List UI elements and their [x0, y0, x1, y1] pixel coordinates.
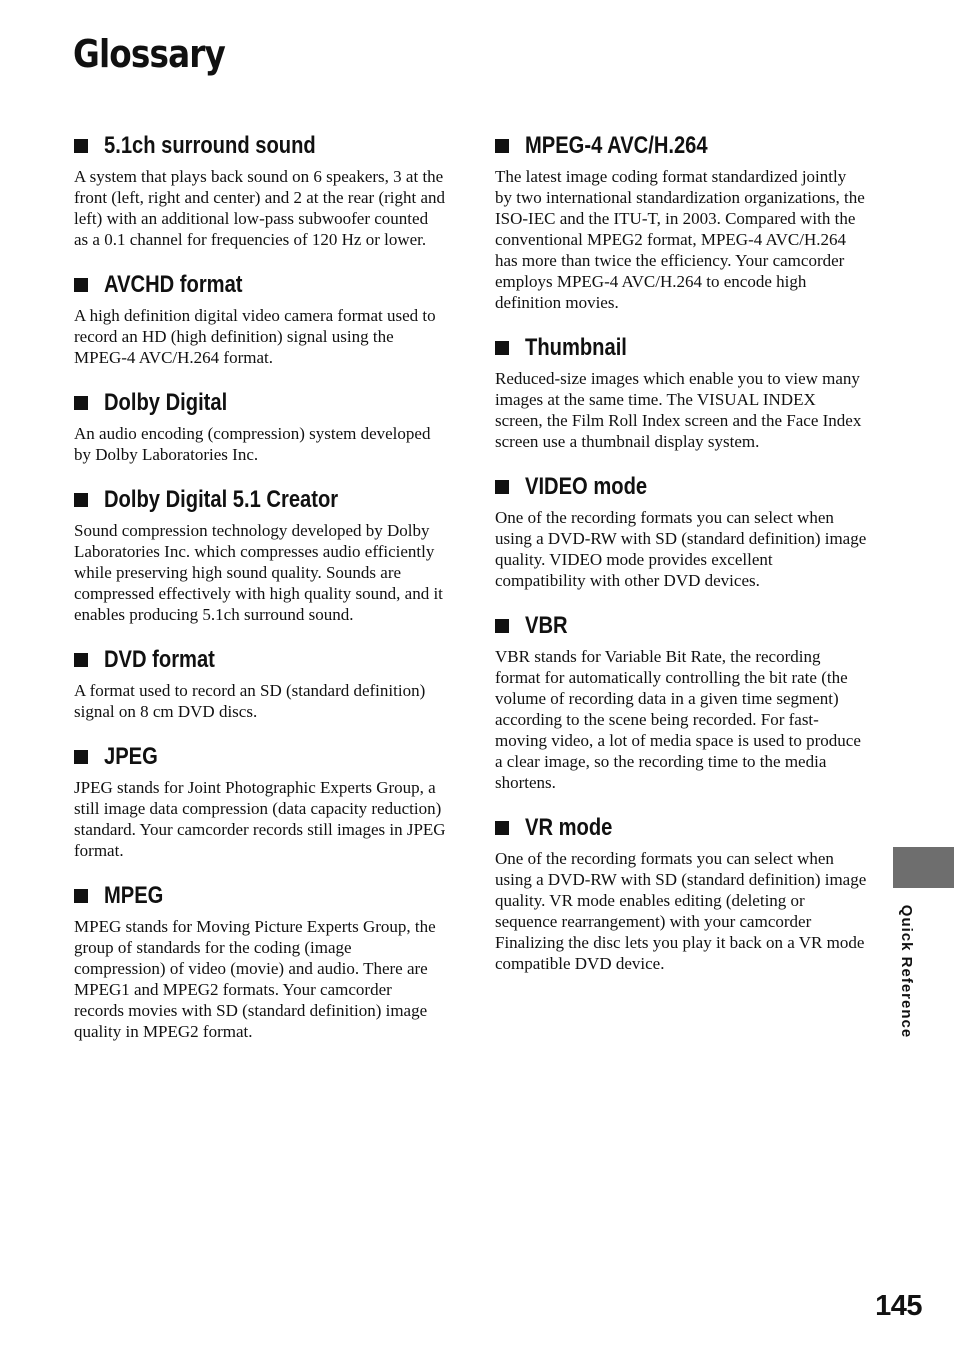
glossary-term-heading [74, 645, 446, 675]
glossary-term-heading [74, 131, 446, 161]
glossary-term: MPEG [104, 882, 164, 909]
glossary-definition: One of the recording formats you can select when using a DVD-RW with SD (standard definition) image quality. VIDEO mode provides excellent compatibility with other DVD devices. [495, 508, 867, 590]
page-title: Glossary [73, 32, 225, 76]
glossary-term: JPEG [104, 743, 158, 770]
square-bullet-icon [495, 619, 509, 633]
glossary-entry [74, 131, 446, 250]
glossary-term: Thumbnail [525, 334, 627, 361]
glossary-term-heading [495, 131, 867, 161]
glossary-entry [74, 742, 446, 861]
glossary-column-right [495, 131, 867, 974]
glossary-column-left [74, 131, 446, 1042]
glossary-term: VBR [525, 612, 568, 639]
glossary-term-heading [74, 881, 446, 911]
square-bullet-icon [495, 821, 509, 835]
glossary-entry [495, 813, 867, 974]
glossary-term-heading [74, 270, 446, 300]
glossary-entry [495, 472, 867, 591]
glossary-term: 5.1ch surround sound [104, 132, 316, 159]
glossary-definition: A system that plays back sound on 6 speakers, 3 at the front (left, right and center) and 2 at the rear (right and left) with an additional low-pass subwoofer counted as a 0.1 channel for frequencies of 120 Hz or lower. [74, 167, 446, 249]
page-number: 145 [875, 1290, 922, 1322]
glossary-entry [74, 388, 446, 465]
glossary-entry [495, 333, 867, 452]
square-bullet-icon [74, 653, 88, 667]
glossary-term-heading [495, 472, 867, 502]
square-bullet-icon [74, 278, 88, 292]
glossary-term: VIDEO mode [525, 473, 648, 500]
square-bullet-icon [74, 889, 88, 903]
square-bullet-icon [495, 139, 509, 153]
square-bullet-icon [74, 396, 88, 410]
glossary-term: Dolby Digital [104, 389, 228, 416]
glossary-definition: The latest image coding format standardized jointly by two international standardization organizations, the ISO-IEC and the ITU-T, in 2003. Compared with the conventional MPEG2 format, MPEG-4 AVC/H.264 has more than twice the efficiency. Your camcorder employs MPEG-4 AVC/H.264 to encode high definition movies. [495, 167, 865, 312]
glossary-definition: A high definition digital video camera format used to record an HD (high definition) signal using the MPEG-4 AVC/H.264 format. [74, 306, 436, 367]
glossary-term: VR mode [525, 814, 613, 841]
glossary-term-heading [74, 485, 446, 515]
square-bullet-icon [495, 341, 509, 355]
square-bullet-icon [74, 493, 88, 507]
glossary-term-heading [495, 813, 867, 843]
glossary-entry [495, 131, 867, 313]
glossary-entry [74, 270, 446, 368]
glossary-definition: Reduced-size images which enable you to view many images at the same time. The VISUAL INDEX screen, the Film Roll Index screen and the Face Index screen use a thumbnail display system. [495, 369, 862, 451]
glossary-definition: MPEG stands for Moving Picture Experts Group, the group of standards for the coding (image compression) of video (movie) and audio. There are MPEG1 and MPEG2 formats. Your camcorder records movies with SD (standard definition) image quality in MPEG2 format. [74, 917, 436, 1041]
glossary-term: DVD format [104, 646, 215, 673]
glossary-entry [74, 881, 446, 1042]
glossary-definition: A format used to record an SD (standard definition) signal on 8 cm DVD discs. [74, 681, 426, 721]
glossary-term: Dolby Digital 5.1 Creator [104, 486, 339, 513]
glossary-term-heading [495, 333, 867, 363]
glossary-term-heading [495, 611, 867, 641]
square-bullet-icon [495, 480, 509, 494]
glossary-definition: One of the recording formats you can select when using a DVD-RW with SD (standard definition) image quality. VR mode enables editing (deleting or sequence rearrangement) with your camcorder Finalizing the disc lets you play it back on a VR mode compatible DVD device. [495, 849, 867, 973]
glossary-term-heading [74, 742, 446, 772]
section-label [881, 899, 933, 1044]
glossary-term: MPEG-4 AVC/H.264 [525, 132, 708, 159]
glossary-entry [495, 611, 867, 793]
glossary-term: AVCHD format [104, 271, 243, 298]
section-label-text: Quick Reference [898, 904, 916, 1039]
glossary-term-heading [74, 388, 446, 418]
glossary-definition: VBR stands for Variable Bit Rate, the recording format for automatically controlling the bit rate (the volume of recording data in a given time segment) according to the scene being recorded. For fast-moving video, a lot of media space is used to produce a clear image, so the recording time to the media shortens. [495, 647, 861, 792]
square-bullet-icon [74, 750, 88, 764]
glossary-definition: An audio encoding (compression) system developed by Dolby Laboratories Inc. [74, 424, 431, 464]
glossary-definition: JPEG stands for Joint Photographic Experts Group, a still image data compression (data capacity reduction) standard. Your camcorder records still images in JPEG format. [74, 778, 446, 860]
glossary-entry [74, 485, 446, 625]
glossary-definition: Sound compression technology developed by Dolby Laboratories Inc. which compresses audio efficiently while preserving high sound quality. Sounds are compressed effectively with high quality sound, and it enables producing 5.1ch surround sound. [74, 521, 443, 624]
section-tab-marker [893, 847, 954, 888]
glossary-entry [74, 645, 446, 722]
square-bullet-icon [74, 139, 88, 153]
